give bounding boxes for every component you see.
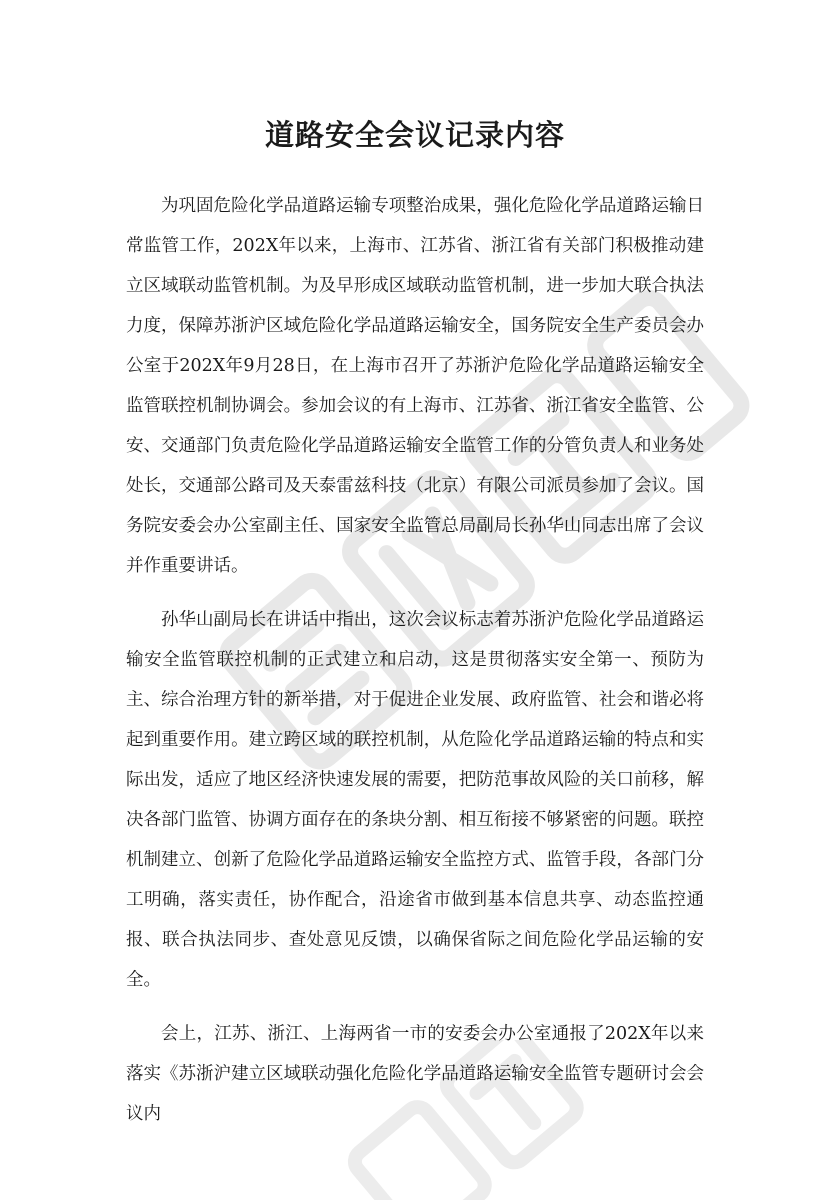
document-body: [126, 186, 704, 1148]
paragraph: 为巩固危险化学品道路运输专项整治成果，强化危险化学品道路运输日常监管工作，202X年以来，上海市、江苏省、浙江省有关部门积极推动建立区域联动监管机制。为及早形成区域联动监管机制，进一步加大联合执法力度，保障苏浙沪区域危险化学品道路运输安全，国务院安全生产委员会办公室于202X年9月28日，在上海市召开了苏浙沪危险化学品道路运输安全监管联控机制协调会。参加会议的有上海市、江苏省、浙江省安全监管、公安、交通部门负责危险化学品道路运输安全监管工作的分管负责人和业务处处长，交通部公路司及天泰雷兹科技（北京）有限公司派员参加了会议。国务院安委会办公室副主任、国家安全监管总局副局长孙华山同志出席了会议并作重要讲话。: [126, 196, 704, 576]
document-title: 道路安全会议记录内容: [264, 118, 565, 152]
paragraph: 会上，江苏、浙江、上海两省一市的安委会办公室通报了202X年以来落实《苏浙沪建立区域联动强化危险化学品道路运输安全监管专题研讨会会议内: [126, 1024, 704, 1124]
paragraph: 孙华山副局长在讲话中指出，这次会议标志着苏浙沪危险化学品道路运输安全监管联控机制的正式建立和启动，这是贯彻落实安全第一、预防为主、综合治理方针的新举措，对于促进企业发展、政府监管、社会和谐必将起到重要作用。建立跨区域的联控机制，从危险化学品道路运输的特点和实际出发，适应了地区经济快速发展的需要，把防范事故风险的关口前移，解决各部门监管、协调方面存在的条块分割、相互衔接不够紧密的问题。联控机制建立、创新了危险化学品道路运输安全监控方式、监管手段，各部门分工明确，落实责任，协作配合，沿途省市做到基本信息共享、动态监控通报、联合执法同步、查处意见反馈，以确保省际之间危险化学品运输的安全。: [126, 610, 704, 990]
